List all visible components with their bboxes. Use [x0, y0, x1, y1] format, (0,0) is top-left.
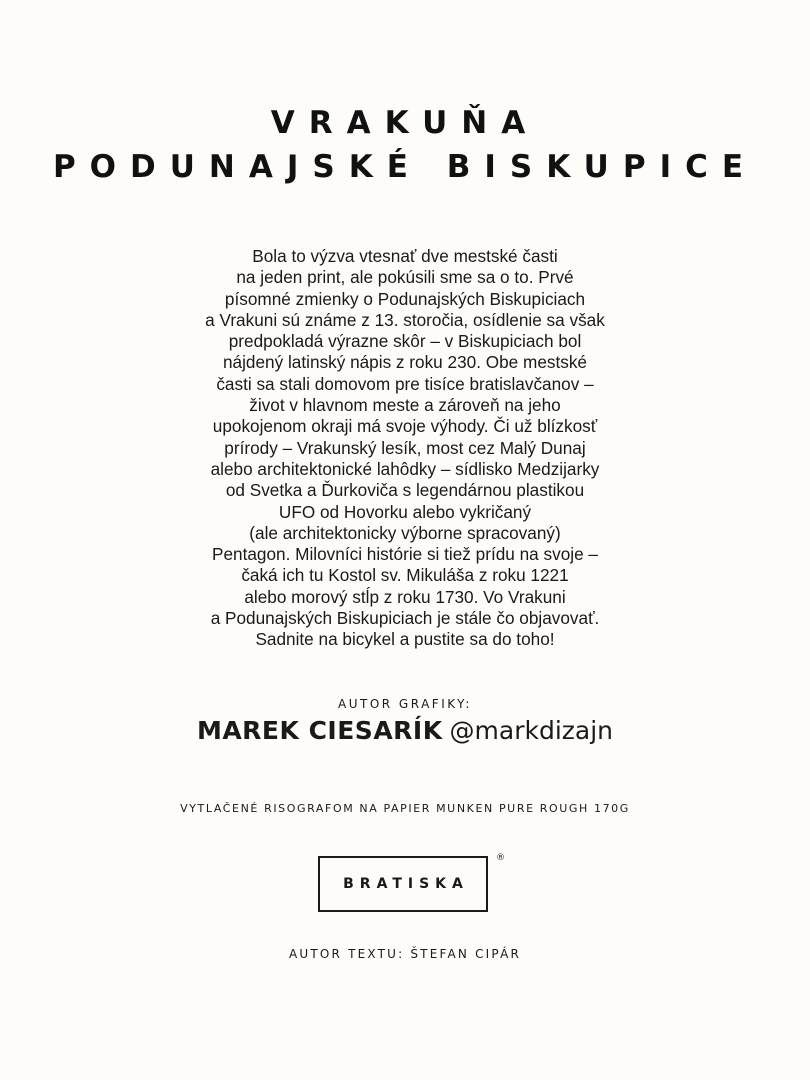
body-line: alebo architektonické lahôdky – sídlisko Medzijarky — [210, 458, 600, 479]
bratiska-logo — [318, 856, 488, 912]
body-line: a Podunajských Biskupiciach je stále čo objavovať. — [210, 608, 600, 629]
body-line: UFO od Hovorku alebo vykričaný — [278, 501, 532, 522]
body-line: alebo morový stĺp z roku 1730. Vo Vrakuni — [244, 586, 566, 607]
body-line: nájdený latinský nápis z roku 230. Obe mestské — [223, 352, 587, 373]
body-line: od Svetka a Ďurkoviča s legendárnou plastikou — [225, 480, 585, 501]
body-line: Bola to výzva vtesnať dve mestské časti — [252, 246, 558, 266]
body-line: písomné zmienky o Podunajských Biskupiciach — [224, 288, 586, 309]
body-line: čaká ich tu Kostol sv. Mikuláša z roku 1221 — [241, 565, 569, 586]
body-line: na jeden print, ale pokúsili sme sa o to. Prvé — [236, 267, 574, 288]
text-author: AUTOR TEXTU: ŠTEFAN CIPÁR — [288, 947, 522, 961]
body-line: predpokladá výrazne skôr – v Biskupiciach bol — [228, 331, 582, 352]
graphics-author-name: MAREK CIESARÍK — [196, 716, 443, 745]
title-line-1: VRAKUŇA — [270, 105, 540, 141]
graphics-author-label: AUTOR GRAFIKY: — [338, 697, 472, 711]
body-line: a Vrakuni sú známe z 13. storočia, osídlenie sa však — [205, 309, 605, 330]
body-line: časti sa stali domovom pre tisíce bratislavčanov – — [216, 373, 594, 394]
body-line: prírody – Vrakunský lesík, most cez Malý Dunaj — [224, 437, 586, 458]
graphics-author-handle: @markdizajn — [449, 716, 614, 745]
logo-text: BRATISKA — [343, 876, 469, 892]
body-line: Pentagon. Milovníci histórie si tiež prídu na svoje – — [212, 544, 598, 565]
body-line: Sadnite na bicykel a pustite sa do toho! — [255, 629, 555, 650]
title-line-2: PODUNAJSKÉ BISKUPICE — [52, 149, 758, 185]
body-line: (ale architektonicky výborne spracovaný) — [249, 522, 561, 543]
print-note: VYTLAČENÉ RISOGRAFOM NA PAPIER MUNKEN PURE ROUGH 170G — [180, 802, 630, 815]
registered-mark: ® — [496, 853, 505, 863]
body-line: upokojenom okraji má svoje výhody. Či už blízkosť — [212, 416, 598, 437]
graphics-author-line — [0, 716, 810, 746]
body-paragraph — [0, 246, 810, 651]
body-line: život v hlavnom meste a zároveň na jeho — [249, 395, 561, 416]
